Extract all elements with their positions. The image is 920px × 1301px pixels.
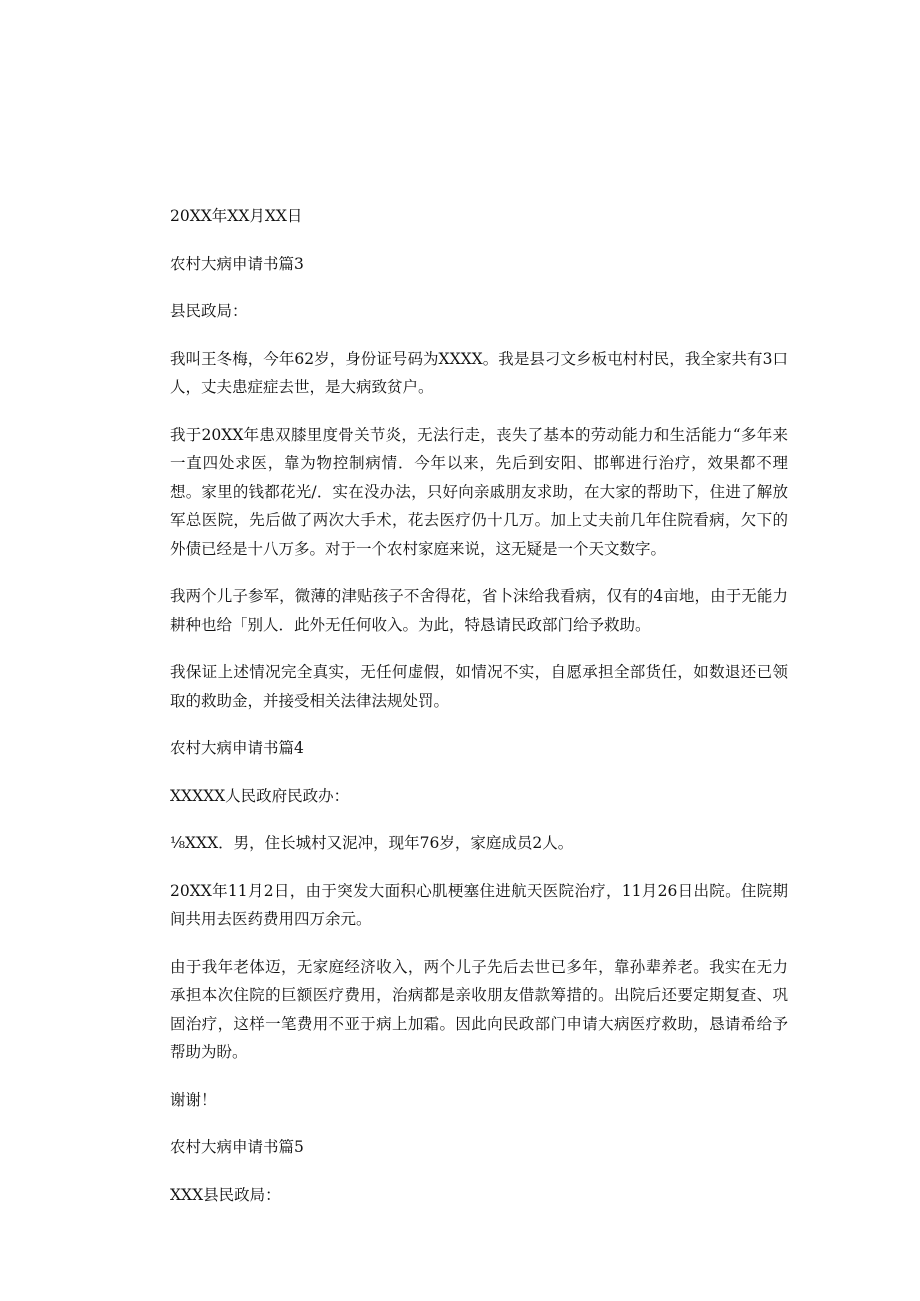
section-title-4: 农村大病申请书篇4 — [170, 739, 304, 757]
paragraph-4-1: ⅛XXX．男，住长城村又泥冲，现年76岁，家庭成员2人。 — [170, 834, 574, 852]
section-title-5: 农村大病申请书篇5 — [170, 1138, 304, 1156]
paragraph-4-2: 20XX年11月2日，由于突发大面积心肌梗塞住进航天医院治疗，11月26日出院。住院期间共用去医药费用四万余元。 — [170, 881, 788, 928]
paragraph-3-1: 我叫王冬梅，今年62岁，身份证号码为XXXX。我是县刁文乡板屯村村民，我全家共有3口人，丈夫患症症去世，是大病致贫户。 — [170, 349, 788, 396]
paragraph-3-4: 我保证上述情况完全真实，无任何虚假，如情况不实，自愿承担全部货任，如数退还已领取的救助金，并接受相关法律法规处罚。 — [170, 663, 788, 710]
salutation-5: XXX县民政局： — [170, 1185, 281, 1204]
section-title-3: 农村大病申请书篇3 — [170, 254, 304, 273]
thanks-line: 谢谢！ — [170, 1090, 217, 1109]
document-page — [170, 202, 788, 1228]
paragraph-4-3: 由于我年老体迈，无家庭经济收入，两个儿子先后去世已多年，靠孙辈养老。我实在无力承担本次住院的巨额医疗费用，治病都是亲收朋友借款筹措的。出院后还要定期复查、巩固治疗，这样一笔费用不亚于病上加霜。因此向民政部门申请大病医疗救助，恳请希给予帮助为盼。 — [170, 957, 788, 1061]
salutation-3: 县民政局： — [170, 302, 248, 320]
paragraph-3-3: 我两个儿子参军，微薄的津贴孩子不舍得花，省卜沫给我看病，仅有的4亩地，由于无能力耕种也给「别人．此外无任何收入。为此，特恳请民政部门给予救助。 — [170, 587, 788, 634]
salutation-4: XXXXX人民政府民政办： — [170, 786, 350, 805]
paragraph-3-2: 我于20XX年患双膝里度骨关节炎，无法行走，丧失了基本的劳动能力和生活能力“多年来一直四处求医，靠为物控制病情．今年以来，先后到安阳、邯郸进行治疗，效果都不理想。家里的钱都花光/．实在没办法，只好向亲戚朋友求助，在大家的帮助下，住进了解放军总医院，先后做了两次大手术，花去医疗仍十几万。加上丈夫前几年住院看病，欠下的外债已经是十八万多。对于一个农村家庭来说，这无疑是一个天文数字。 — [170, 425, 788, 558]
date-line: 20XX年XX月XX日 — [170, 207, 303, 225]
